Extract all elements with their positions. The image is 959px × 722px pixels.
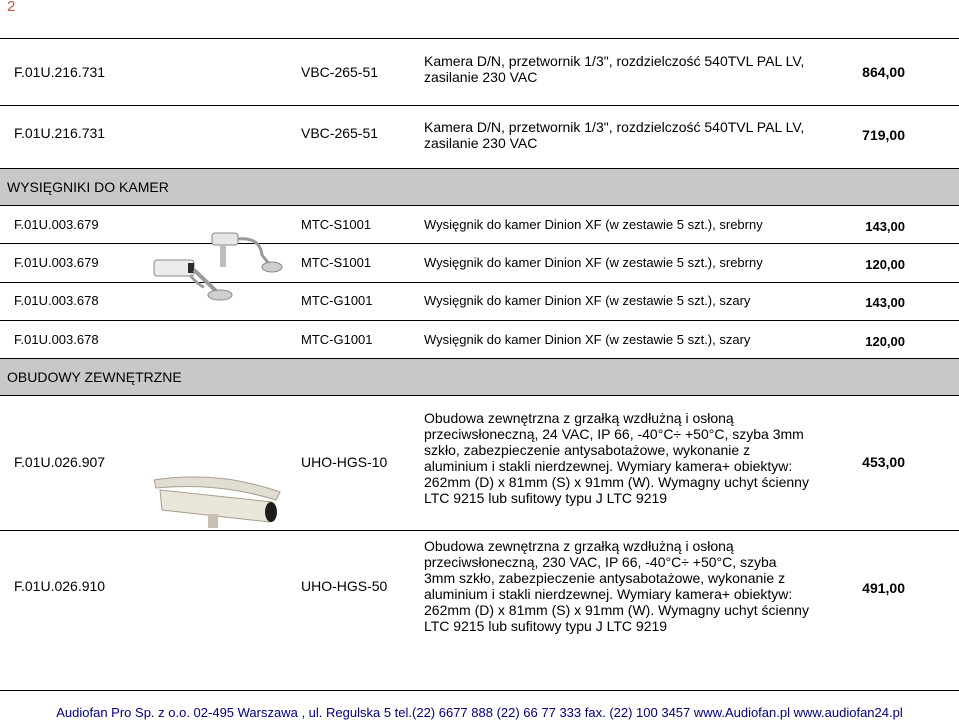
product-description: Wysięgnik do kamer Dinion XF (w zestawie 5 szt.), szary (424, 332, 751, 347)
product-model: MTC-G1001 (301, 293, 373, 308)
product-description: Kamera D/N, przetwornik 1/3", rozdzielczość 540TVL PAL LV, zasilanie 230 VAC (424, 119, 805, 151)
product-description: Wysięgnik do kamer Dinion XF (w zestawie 5 szt.), szary (424, 293, 751, 308)
product-model: VBC-265-51 (301, 64, 379, 80)
product-code: F.01U.216.731 (14, 125, 106, 141)
product-code: F.01U.003.679 (14, 255, 99, 270)
footer-contact: Audiofan Pro Sp. z o.o. 02-495 Warszawa , ul. Regulska 5 tel.(22) 6677 888 (22) 66 77 333 fax. (22) 100 3457 www.Audiofan.pl www.audiofan24.pl (56, 705, 903, 720)
product-price: 453,00 (862, 454, 905, 470)
product-code: F.01U.003.679 (14, 217, 99, 232)
product-description: Kamera D/N, przetwornik 1/3", rozdzielczość 540TVL PAL LV, zasilanie 230 VAC (424, 53, 805, 85)
housing-image (148, 470, 288, 532)
camera-mount-image (150, 225, 290, 305)
product-price: 864,00 (862, 64, 905, 80)
row-divider (0, 282, 959, 283)
row-divider (0, 530, 959, 531)
row-divider (0, 243, 959, 244)
product-code: F.01U.003.678 (14, 332, 99, 347)
row-divider (0, 38, 959, 39)
row-divider (0, 105, 959, 106)
product-description: Wysięgnik do kamer Dinion XF (w zestawie 5 szt.), srebrny (424, 255, 763, 270)
product-price: 719,00 (862, 127, 905, 143)
product-description: Wysięgnik do kamer Dinion XF (w zestawie 5 szt.), srebrny (424, 217, 763, 232)
product-model: MTC-S1001 (301, 255, 372, 270)
section-header-mounts: WYSIĘGNIKI DO KAMER (0, 169, 959, 205)
product-code: F.01U.026.907 (14, 454, 106, 470)
product-price: 491,00 (862, 580, 905, 596)
product-code: F.01U.216.731 (14, 64, 106, 80)
row-divider (0, 205, 959, 206)
product-description: Obudowa zewnętrzna z grzałką wzdłużną i osłoną przeciwsłoneczną, 24 VAC, IP 66, -40°C÷ +50°C, szyba 3mm szkło, zabezpieczenie antysabotażowe, wykonanie z aluminium i stakli nierdzewnej. Wymiary kamera+ obiektyw: 262mm (D) x 81mm (S) x 91mm (W). Wymagny uchyt ścienny LTC 9215 lub sufitowy typu J LTC 9219 (424, 410, 809, 506)
product-price: 120,00 (865, 334, 905, 349)
product-model: VBC-265-51 (301, 125, 379, 141)
product-price: 143,00 (865, 219, 905, 234)
page-number: 2 (7, 0, 16, 15)
row-divider (0, 395, 959, 396)
product-model: UHO-HGS-50 (301, 578, 388, 594)
product-model: MTC-S1001 (301, 217, 372, 232)
product-price: 143,00 (865, 295, 905, 310)
product-code: F.01U.003.678 (14, 293, 99, 308)
product-code: F.01U.026.910 (14, 578, 106, 594)
product-price: 120,00 (865, 257, 905, 272)
row-divider (0, 690, 959, 691)
product-model: UHO-HGS-10 (301, 454, 388, 470)
row-divider (0, 320, 959, 321)
product-description: Obudowa zewnętrzna z grzałką wzdłużną i osłoną przeciwsłoneczną, 230 VAC, IP 66, -40°C÷ +50°C, szyba 3mm szkło, zabezpieczenie antysabotażowe, wykonanie z aluminium i stakli nierdzewnej. Wymiary kamera+ obiektyw: 262mm (D) x 81mm (S) x 91mm (W). Wymagny uchyt ścienny LTC 9215 lub sufitowy typu J LTC 9219 (424, 538, 809, 634)
product-model: MTC-G1001 (301, 332, 373, 347)
section-header-housings: OBUDOWY ZEWNĘTRZNE (0, 359, 959, 395)
